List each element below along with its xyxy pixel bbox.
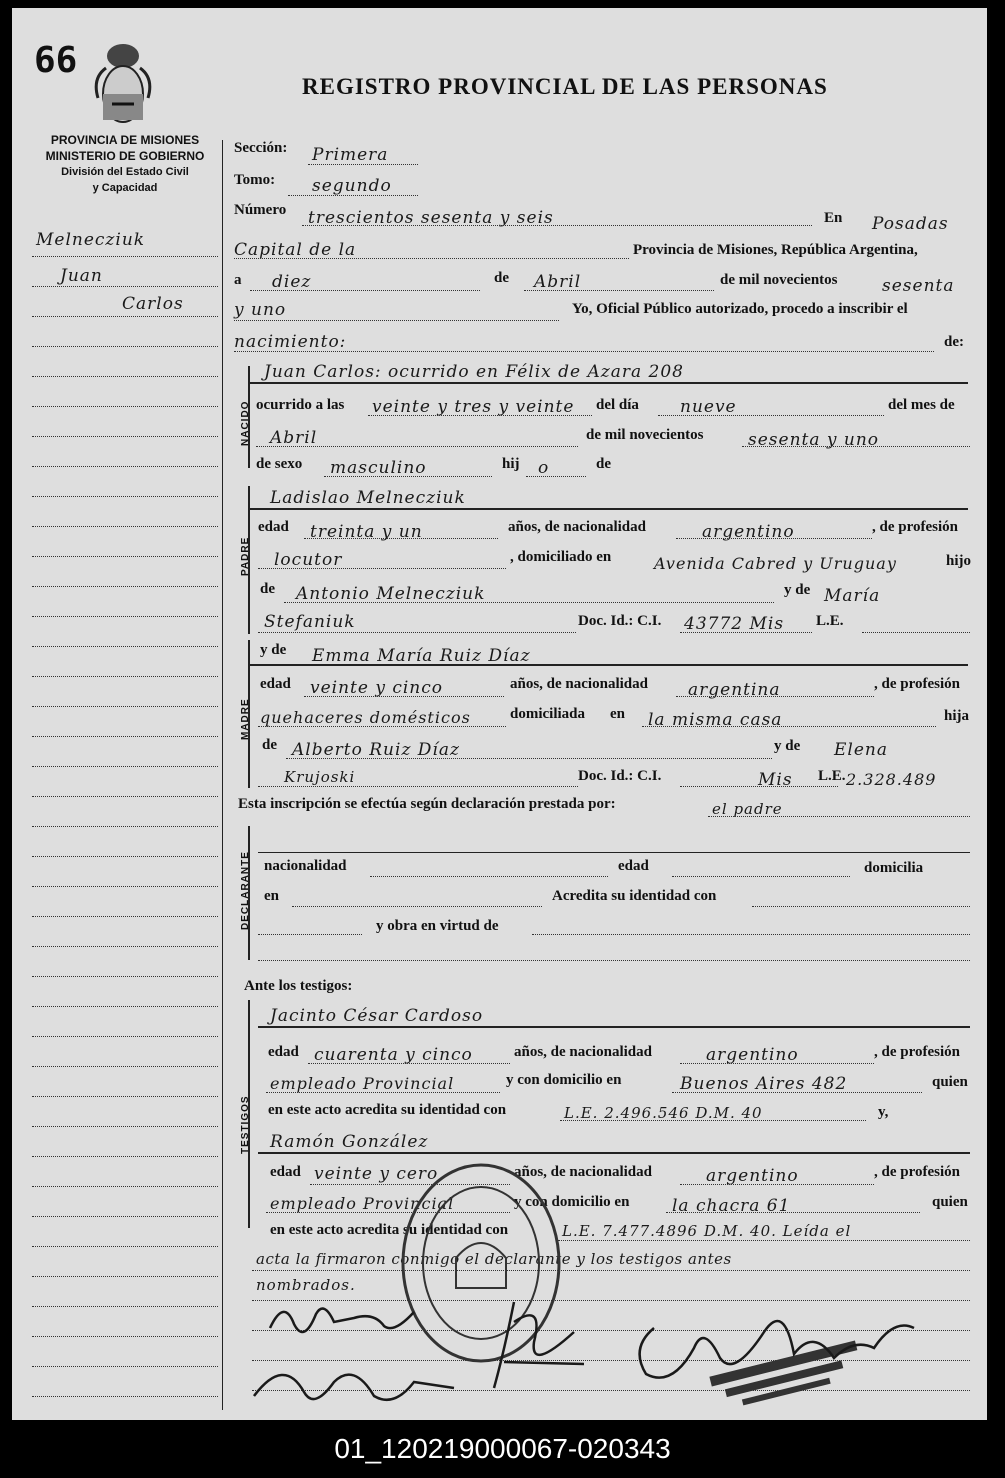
margin-rule-line [32,1366,218,1367]
agency-capacity: y Capacidad [92,182,158,194]
nacido-anio: sesenta y uno [748,430,880,450]
margin-rule-line [32,1156,218,1157]
margin-rule-line [32,946,218,947]
margin-rule-line [32,586,218,587]
label-anos-t1: años, de nacionalidad [514,1044,652,1060]
margin-rule-line [32,496,218,497]
margin-rule-line [32,1006,218,1007]
padre-edad: treinta y un [310,522,423,542]
label-y-t1: y, [878,1104,889,1120]
agency-division: División del Estado Civil [61,166,189,178]
label-ante-testigos: Ante los testigos: [244,978,353,994]
padre-ci: 43772 Mis [684,614,785,634]
label-yo-oficial: Yo, Oficial Público autorizado, procedo a inscribir el [572,301,908,317]
registry-page [12,8,987,1420]
signature-witness2-icon [244,1352,464,1416]
testigo1-edad: cuarenta y cinco [314,1045,473,1065]
margin-rule-line [32,376,218,377]
label-del-mes: del mes de [888,397,955,413]
padre-profesion: locutor [274,550,343,570]
testigo1-nombre: Jacinto César Cardoso [270,1006,484,1026]
section-testigos-label: TESTIGOS [240,1095,251,1154]
testigo2-edad: veinte y cero [314,1164,439,1184]
padre-domicilio: Avenida Cabred y Uruguay [654,554,897,573]
label-de-mil: de mil novecientos [720,272,838,288]
margin-rule-line [32,406,218,407]
margin-rule-line [32,256,218,257]
value-mes: Abril [534,272,582,292]
value-numero: trescientos sesenta y seis [308,208,554,228]
label-profesion-t1: , de profesión [874,1044,960,1060]
margin-rule-line [32,1036,218,1037]
section-padre-label: PADRE [240,536,251,576]
label-le-madre: L.E. [818,768,846,784]
label-y-de-padre: y de [784,582,811,598]
label-y-de-madre-2: y de [774,738,801,754]
testigo1-documento: L.E. 2.496.546 D.M. 40 [564,1104,763,1122]
label-de-padre: de [260,581,275,597]
margin-rule-line [32,1186,218,1187]
nacido-hora: veinte y tres y veinte [372,397,575,417]
page-number: 66 [34,40,78,81]
nacido-sexo: masculino [330,458,427,478]
margin-rule-line [32,1066,218,1067]
label-a: a [234,272,242,288]
label-de-mes: de [494,270,509,286]
label-profesion-padre: , de profesión [872,519,958,535]
section-nacido-label: NACIDO [240,400,251,446]
madre-madre-2: Krujoski [284,768,356,786]
label-esta-inscripcion: Esta inscripción se efectúa según declaración prestada por: [238,796,616,812]
label-hij: hij [502,456,520,472]
signature-father-icon [264,1288,424,1348]
madre-le: 2.328.489 [846,770,937,789]
agency-ministry: MINISTERIO DE GOBIERNO [45,149,205,163]
label-en-madre: en [610,706,625,722]
value-declarante: el padre [712,800,783,818]
label-edad-t1: edad [268,1044,299,1060]
testigo2-nacionalidad: argentino [706,1166,799,1186]
nacido-dia: nueve [680,397,737,417]
margin-rule-line [32,1246,218,1247]
signature-officer-icon [474,1292,594,1402]
value-lugar-cont: Capital de la [234,240,357,260]
margin-given-name-1: Juan [60,266,103,286]
madre-ci: Mis [758,770,793,790]
label-en-decl: en [264,888,279,904]
margin-rule-line [32,856,218,857]
label-domicilia-decl: domicilia [864,860,924,876]
margin-given-name-2: Carlos [122,294,184,314]
document-code: 01_120219000067-020343 [0,1428,1005,1478]
margin-rule-line [32,796,218,797]
label-obra: y obra en virtud de [376,918,499,934]
cierre-linea-2: nombrados. [256,1276,356,1294]
value-anio-2: y uno [234,300,287,320]
padre-nombre: Ladislao Melnecziuk [270,488,466,508]
testigo1-profesion: empleado Provincial [270,1074,455,1093]
testigo2-documento: L.E. 7.477.4896 D.M. 40. Leída el [562,1222,852,1240]
margin-rule-line [32,616,218,617]
margin-rule-line [32,826,218,827]
agency-province: PROVINCIA DE MISIONES [50,133,200,147]
label-profesion-madre: , de profesión [874,676,960,692]
label-de-hij: de [596,456,611,472]
margin-rule-line [32,1216,218,1217]
label-numero: Número [234,202,287,218]
label-quien-t2: quien [932,1194,968,1210]
label-nacionalidad-decl: nacionalidad [264,858,347,874]
label-de-madre: de [262,737,277,753]
margin-rule-line [32,316,218,317]
label-domiciliado: , domiciliado en [510,549,612,565]
label-anos-padre: años, de nacionalidad [508,519,646,535]
label-le-padre: L.E. [816,613,844,629]
margin-rule-line [32,1276,218,1277]
label-de-sexo: de sexo [256,456,303,472]
padre-madre-2: Stefaniuk [264,612,356,632]
madre-padre: Alberto Ruiz Díaz [292,740,460,760]
value-lugar: Posadas [872,214,949,234]
label-domicilio-t2: y con domicilio en [514,1194,630,1210]
margin-rule-line [32,916,218,917]
value-seccion: Primera [312,145,389,165]
registry-title: REGISTRO PROVINCIAL DE LAS PERSONAS [302,74,828,99]
label-quien-t1: quien [932,1074,968,1090]
margin-rule-line [32,676,218,677]
margin-rule-line [32,886,218,887]
label-domicilio-t1: y con domicilio en [506,1072,622,1088]
label-edad-padre: edad [258,519,289,535]
section-madre-label: MADRE [240,698,251,740]
madre-nombre: Emma María Ruiz Díaz [312,646,531,666]
label-edad-decl: edad [618,858,649,874]
label-tomo: Tomo: [234,172,276,188]
label-anos-t2: años, de nacionalidad [514,1164,652,1180]
testigo2-domicilio: la chacra 61 [672,1196,791,1216]
signature-witness1-icon [624,1288,924,1398]
margin-rule-line [32,556,218,557]
label-de-mil-nacido: de mil novecientos [586,427,704,443]
margin-rule-line [32,466,218,467]
margin-rule-line [32,766,218,767]
label-profesion-t2: , de profesión [874,1164,960,1180]
margin-rule-line [32,976,218,977]
label-domiciliada: domiciliada [510,706,586,722]
margin-rule-line [32,1096,218,1097]
label-ocurrido: ocurrido a las [256,397,345,413]
margin-rule-line [32,736,218,737]
label-provincia: Provincia de Misiones, República Argentina, [633,242,918,258]
section-declarante-label: DECLARANTE [240,851,251,930]
cierre-linea-1: acta la firmaron conmigo el declarante y los testigos antes [256,1250,732,1268]
label-edad-t2: edad [270,1164,301,1180]
margin-rule-line [32,1126,218,1127]
margin-rule-line [32,526,218,527]
label-hija: hija [944,708,970,724]
value-acto: nacimiento: [234,332,347,352]
label-acredita: Acredita su identidad con [552,888,717,904]
margin-rule-line [32,436,218,437]
margin-surname: Melnecziuk [36,230,146,250]
label-edad-madre: edad [260,676,291,692]
madre-profesion: quehaceres domésticos [260,708,471,727]
padre-madre-1: María [824,586,881,606]
margin-rule-line [32,286,218,287]
label-doc-padre: Doc. Id.: C.I. [578,613,662,629]
madre-edad: veinte y cinco [310,678,444,698]
margin-rule-line [32,1336,218,1337]
madre-madre-1: Elena [834,740,888,760]
margin-rule-line [32,706,218,707]
testigo1-domicilio: Buenos Aires 482 [680,1074,848,1094]
label-hijo: hijo [946,553,972,569]
value-dia: diez [272,272,312,292]
agency-block [20,132,230,196]
nacido-mes: Abril [270,428,318,448]
coat-of-arms-icon [92,38,154,130]
margin-rule-line [32,346,218,347]
madre-nacionalidad: argentina [688,680,781,700]
testigo2-profesion: empleado Provincial [270,1194,455,1213]
margin-rule-line [32,1306,218,1307]
padre-padre: Antonio Melnecziuk [296,584,486,604]
margin-divider [222,140,223,1410]
label-del-dia: del día [596,397,639,413]
nacido-nombre: Juan Carlos: ocurrido en Félix de Azara 208 [264,362,684,382]
label-acredita-t2: en este acto acredita su identidad con [270,1222,509,1238]
label-y-de-madre: y de [260,642,287,658]
margin-rule-line [32,1396,218,1397]
value-tomo: segundo [312,176,392,196]
nacido-hij-suffix: o [538,458,550,478]
label-doc-madre: Doc. Id.: C.I. [578,768,662,784]
value-anio-1: sesenta [882,276,955,296]
label-en: En [824,210,843,226]
label-anos-madre: años, de nacionalidad [510,676,648,692]
testigo2-nombre: Ramón González [270,1132,429,1152]
label-de-colon: de: [944,334,964,350]
madre-domicilio: la misma casa [648,710,783,730]
label-seccion: Sección: [234,140,288,156]
padre-nacionalidad: argentino [702,522,795,542]
margin-rule-line [32,646,218,647]
label-acredita-t1: en este acto acredita su identidad con [268,1102,507,1118]
testigo1-nacionalidad: argentino [706,1045,799,1065]
